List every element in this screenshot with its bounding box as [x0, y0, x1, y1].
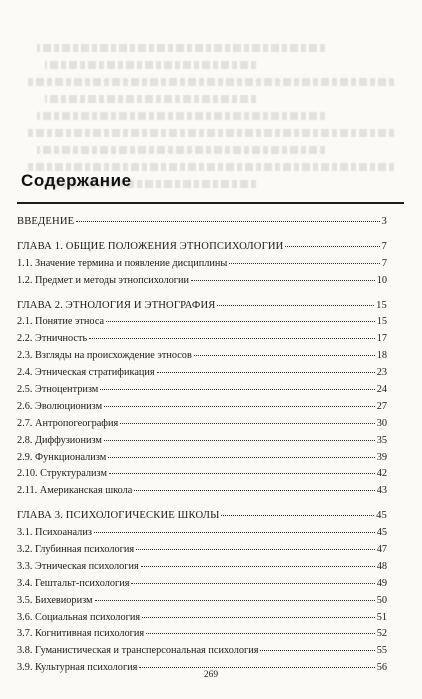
toc-entry-label: 3.9. Культурная психология — [17, 662, 138, 674]
toc-intro-section — [17, 216, 387, 233]
toc-entry-label: ГЛАВА 3. ПСИХОЛОГИЧЕСКИЕ ШКОЛЫ — [17, 510, 220, 522]
dot-leader — [108, 457, 374, 458]
dot-leader — [134, 490, 374, 491]
toc-entry-page: 15 — [376, 316, 387, 328]
toc-entry-page: 39 — [376, 451, 387, 463]
toc-entry-page: 17 — [376, 333, 387, 345]
toc-entry-page: 7 — [381, 240, 387, 252]
dot-leader — [104, 440, 375, 441]
toc-subsection-entry — [17, 384, 387, 401]
toc-chapter-section — [17, 241, 387, 292]
toc-subsection-entry — [17, 401, 387, 418]
toc-entry-page: 45 — [376, 510, 387, 522]
toc-subsection-entry — [17, 544, 387, 561]
dot-leader — [194, 355, 375, 356]
toc-entry-page: 35 — [376, 434, 387, 446]
dot-leader — [141, 566, 375, 567]
page-number: 269 — [203, 670, 219, 680]
toc-entry-page: 10 — [376, 274, 387, 286]
toc-subsection-entry — [17, 435, 387, 452]
toc-entry-label: 3.3. Этническая психология — [17, 560, 139, 572]
dot-leader — [217, 305, 374, 306]
dot-leader — [191, 280, 375, 281]
table-of-contents — [17, 216, 387, 687]
toc-subsection-entry — [17, 452, 387, 469]
toc-entry-page: 47 — [376, 544, 387, 556]
toc-entry-label: 2.2. Этничность — [17, 333, 88, 345]
toc-entry-page: 52 — [376, 628, 387, 640]
toc-chapter-heading — [17, 241, 387, 258]
toc-entry-label: 2.5. Этноцентризм — [17, 384, 99, 396]
toc-entry-page: 45 — [376, 527, 387, 539]
toc-subsection-entry — [17, 316, 387, 333]
toc-entry-label: 3.4. Гештальт-психология — [17, 577, 130, 589]
toc-entry-page: 24 — [376, 384, 387, 396]
toc-entry-label: 2.9. Функционализм — [17, 451, 107, 463]
toc-chapters — [17, 241, 387, 679]
dot-leader — [89, 338, 375, 339]
dot-leader — [109, 473, 375, 474]
toc-chapter-section — [17, 300, 387, 503]
dot-leader — [94, 532, 375, 533]
toc-entry-page: 3 — [381, 216, 387, 227]
toc-entry-page: 15 — [376, 299, 387, 311]
toc-subsection-entry — [17, 561, 387, 578]
toc-entry-label: 2.8. Диффузионизм — [17, 434, 102, 446]
toc-entry-introduction — [17, 216, 387, 233]
title-divider — [17, 202, 404, 204]
dot-leader — [221, 515, 374, 516]
toc-entry-label: 1.2. Предмет и методы этнопсихологии — [17, 274, 190, 286]
dot-leader — [106, 321, 375, 322]
dot-leader — [136, 549, 375, 550]
toc-entry-page: 50 — [376, 594, 387, 606]
toc-chapter-heading — [17, 510, 387, 527]
toc-entry-page: 30 — [376, 417, 387, 429]
dot-leader — [131, 583, 374, 584]
toc-subsection-entry — [17, 485, 387, 502]
toc-entry-page: 49 — [376, 577, 387, 589]
dot-leader — [76, 221, 379, 222]
toc-entry-label: 2.1. Понятие этноса — [17, 316, 105, 328]
dot-leader — [285, 246, 379, 247]
toc-entry-page: 23 — [376, 367, 387, 379]
toc-subsection-entry — [17, 578, 387, 595]
toc-entry-label: 3.1. Психоанализ — [17, 527, 92, 539]
toc-subsection-entry — [17, 468, 387, 485]
toc-entry-page: 42 — [376, 468, 387, 480]
dot-leader — [100, 389, 374, 390]
toc-entry-label: 2.4. Этническая стратификация — [17, 367, 155, 379]
toc-entry-label: 2.10. Структурализм — [17, 468, 107, 480]
toc-subsection-entry — [17, 645, 387, 662]
toc-entry-page: 27 — [376, 400, 387, 412]
toc-subsection-entry — [17, 258, 387, 275]
toc-entry-label: 3.5. Бихевиоризм — [17, 594, 93, 606]
toc-entry-label: 2.6. Эволюционизм — [17, 400, 103, 412]
toc-entry-page: 55 — [376, 645, 387, 657]
toc-entry-label: ГЛАВА 2. ЭТНОЛОГИЯ И ЭТНОГРАФИЯ — [17, 299, 216, 311]
page-title: Содержание — [21, 171, 132, 190]
toc-chapter-section — [17, 510, 387, 679]
dot-leader — [146, 633, 375, 634]
toc-entry-page: 48 — [376, 560, 387, 572]
toc-subsection-entry — [17, 275, 387, 292]
dot-leader — [120, 423, 374, 424]
toc-subsection-entry — [17, 595, 387, 612]
toc-subsection-entry — [17, 418, 387, 435]
toc-subsection-entry — [17, 628, 387, 645]
toc-entry-label: 3.8. Гуманистическая и трансперсональная психология — [17, 645, 259, 657]
toc-entry-label: ГЛАВА 1. ОБЩИЕ ПОЛОЖЕНИЯ ЭТНОПСИХОЛОГИИ — [17, 240, 284, 252]
dot-leader — [229, 263, 380, 264]
toc-entry-label: 3.7. Когнитивная психология — [17, 628, 145, 640]
dot-leader — [260, 650, 374, 651]
toc-entry-page: 51 — [376, 611, 387, 623]
toc-entry-label: 2.7. Антропогеография — [17, 417, 119, 429]
toc-subsection-entry — [17, 333, 387, 350]
dot-leader — [104, 406, 375, 407]
toc-chapter-heading — [17, 300, 387, 317]
toc-entry-label: 2.3. Взгляды на происхождение этносов — [17, 350, 192, 362]
toc-subsection-entry — [17, 612, 387, 629]
toc-subsection-entry — [17, 367, 387, 384]
toc-entry-label: 3.6. Социальная психология — [17, 611, 141, 623]
dot-leader — [139, 667, 374, 668]
toc-entry-page: 56 — [376, 662, 387, 674]
toc-entry-label: 2.11. Американская школа — [17, 485, 133, 497]
toc-entry-page: 18 — [376, 350, 387, 362]
toc-entry-page: 43 — [376, 485, 387, 497]
dot-leader — [142, 617, 375, 618]
toc-entry-label: 3.2. Глубинная психология — [17, 544, 135, 556]
toc-entry-label: 1.1. Значение термина и появление дисциплины — [17, 257, 228, 269]
toc-entry-label: ВВЕДЕНИЕ — [17, 216, 75, 227]
toc-entry-page: 7 — [381, 257, 387, 269]
dot-leader — [95, 600, 375, 601]
dot-leader — [157, 372, 375, 373]
toc-subsection-entry — [17, 350, 387, 367]
toc-subsection-entry — [17, 527, 387, 544]
